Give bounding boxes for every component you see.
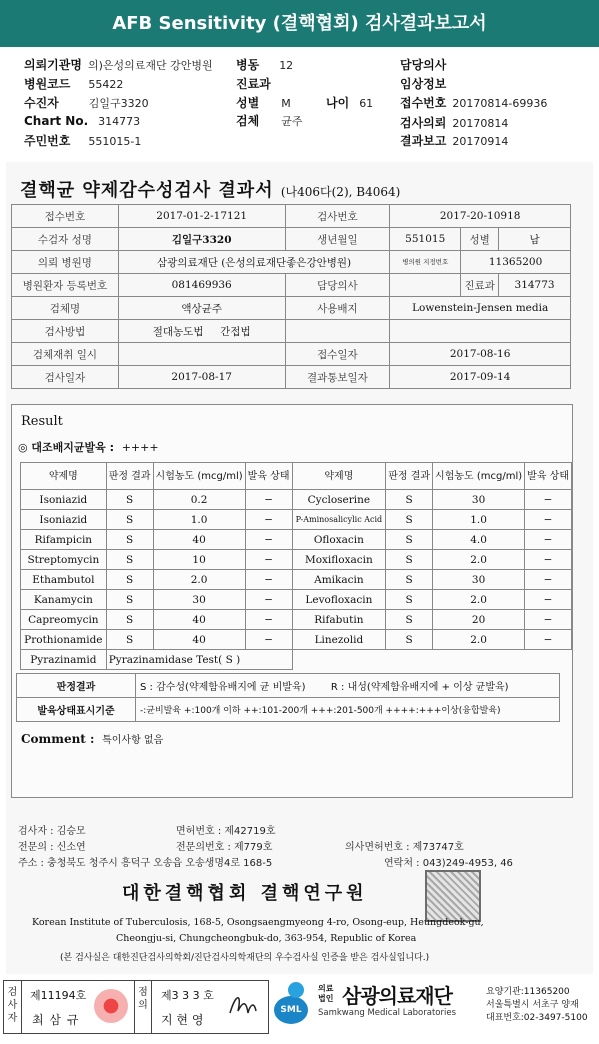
- cell-conc: 40: [153, 610, 245, 630]
- result-heading: Result: [21, 414, 63, 429]
- pza-result: Pyrazinamidase Test( S ): [106, 650, 292, 670]
- cell-drug: Capreomycin: [21, 610, 107, 630]
- cell-growth: −: [245, 630, 292, 650]
- cell-judge: S: [386, 570, 433, 590]
- logo-prefix: 의료법인: [318, 984, 334, 1003]
- examiner-name: 최 삼 규: [32, 1013, 80, 1027]
- cell-conc: 2.0: [433, 590, 525, 610]
- cell-judge: S: [106, 630, 153, 650]
- cell-conc: 0.2: [153, 490, 245, 510]
- specimen-row: 검체 균주: [236, 114, 303, 128]
- report-header: AFB Sensitivity (결핵협회) 검사결과보고서: [0, 0, 599, 47]
- age-row: 나이 61: [326, 96, 374, 110]
- cell-judge: S: [106, 550, 153, 570]
- request-row: 검사의뢰 20170814: [400, 116, 509, 130]
- institution-row: 의뢰기관명 의)은성의료재단 강안병원: [24, 58, 213, 72]
- cell-judge: S: [386, 610, 433, 630]
- cell-drug: P-Aminosalicylic Acid: [292, 510, 386, 530]
- cell-growth: −: [245, 550, 292, 570]
- logo-en: Samkwang Medical Laboratories: [318, 1008, 457, 1018]
- cell-judge: S: [386, 630, 433, 650]
- pza-drug: Pyrazinamid: [21, 650, 107, 670]
- cell-conc: 4.0: [433, 530, 525, 550]
- logo-name: 삼광의료재단: [342, 984, 452, 1008]
- cell-conc: 2.0: [433, 630, 525, 650]
- cell-conc: 1.0: [433, 510, 525, 530]
- signature-box: [3, 980, 269, 1034]
- org-address-en-2: Cheongju-si, Chungcheongbuk-do, 363-954, Republic of Korea: [116, 933, 417, 944]
- cell-conc: 2.0: [153, 570, 245, 590]
- cell-judge: S: [386, 530, 433, 550]
- table-row: [21, 550, 572, 570]
- cell-judge: S: [386, 590, 433, 610]
- cell-growth: −: [525, 610, 572, 630]
- org-code: 요양기관:11365200: [486, 987, 570, 997]
- receipt-row: 접수번호 20170814-69936: [400, 96, 548, 110]
- susceptibility-table: 약제명 판정 결과 시험농도 (mcg/ml) 발육 상태 약제명 판정 결과 시험농도 (mcg/ml) 발육 상태 Isoniazid S 0.2 − Cycloserine S 30 − Isoniazid S 1.0 − P-Aminosalicylic Acid S 1.0 − Rifampicin S 40 − Ofloxacin S 4.0 − Streptomycin S 10 − Moxifloxacin S 2.0 − Ethambutol S 2.0 − Amikacin S 30 − Kanamycin S 30 − Levofloxacin S 2.0 − Capreomycin S 40 − Rifabutin S 20 − Prothionamide S 40 − Linezolid S 2.0 − Pyrazinamid Pyrazinamidase Test( S ): [20, 462, 572, 670]
- comment: Comment : 특이사항 없음: [21, 732, 164, 746]
- confirm-name: 지 현 영: [161, 1013, 204, 1027]
- hospital-code-row: 병원코드 55422: [24, 77, 124, 91]
- sml-logo: SML: [272, 982, 312, 1028]
- cell-growth: −: [525, 590, 572, 610]
- cell-judge: S: [386, 510, 433, 530]
- cell-conc: 10: [153, 550, 245, 570]
- cell-growth: −: [525, 550, 572, 570]
- cell-drug: Ofloxacin: [292, 530, 386, 550]
- cell-growth: −: [245, 610, 292, 630]
- cell-conc: 30: [153, 590, 245, 610]
- cell-judge: S: [386, 550, 433, 570]
- request-info-table: 접수번호 2017-01-2-17121 검사번호 2017-20-10918 수검자 성명 김일구3320 생년월일 551015 성별 남 의뢰 병원명 삼광의료재단 (은성의료재단좋은강안병원) 병의원 지정번호 11365200 병원환자 등록번호 081469936 담당의사 진료과 314773 검체명 액상균주 사용배지 Lowenstein-Jensen media 검사방법 절대농도법 간접법 검체재취 일시 접수일자 2017-08-16 검사일자 2017-08-17 결과통보일자 2017-09-14: [11, 204, 571, 389]
- sex-row: 성별 M: [236, 96, 291, 110]
- certification-note: (본 검사실은 대한진단검사의학회/진단검사의학재단의 우수검사실 인증을 받은 검사실입니다.): [60, 953, 430, 963]
- patient-row: 수진자 김일구3320: [24, 96, 149, 110]
- cell-judge: S: [106, 490, 153, 510]
- confirm-no: 제3 3 3 호: [161, 989, 214, 1002]
- cell-growth: −: [245, 530, 292, 550]
- cell-conc: 20: [433, 610, 525, 630]
- cell-judge: S: [106, 530, 153, 550]
- cell-conc: 40: [153, 530, 245, 550]
- cell-drug: Isoniazid: [21, 510, 107, 530]
- cell-conc: 30: [433, 570, 525, 590]
- cell-judge: S: [106, 590, 153, 610]
- org-name: 대한결핵협회 결핵연구원: [122, 883, 368, 904]
- cell-growth: −: [525, 630, 572, 650]
- cell-growth: −: [525, 510, 572, 530]
- chart-row: Chart No. 314773: [24, 114, 141, 128]
- cell-conc: 1.0: [153, 510, 245, 530]
- org-address-en-1: Korean Institute of Tuberculosis, 168-5, Osongsaengmyeong 4-ro, Osong-eup, Heungdeok-gu,: [32, 917, 484, 928]
- cell-growth: −: [525, 490, 572, 510]
- seal-stamp: [425, 870, 481, 922]
- cell-conc: 40: [153, 630, 245, 650]
- cell-drug: Kanamycin: [21, 590, 107, 610]
- cell-drug: Isoniazid: [21, 490, 107, 510]
- handwritten-signature: [226, 991, 260, 1021]
- ward-row: 병동 12: [236, 58, 294, 72]
- cell-drug: Linezolid: [292, 630, 386, 650]
- cell-drug: Ethambutol: [21, 570, 107, 590]
- examiner-seal: [94, 989, 128, 1023]
- org-phone: 대표번호:02-3497-5100: [486, 1013, 588, 1023]
- org-address: 서울특별시 서초구 양재: [486, 1000, 579, 1010]
- cell-growth: −: [245, 510, 292, 530]
- table-row: [21, 630, 572, 650]
- confirm-tag: 점의: [134, 981, 152, 1033]
- cell-growth: −: [245, 490, 292, 510]
- cell-drug: Amikacin: [292, 570, 386, 590]
- table-row: [21, 530, 572, 550]
- table-row: [21, 510, 572, 530]
- cell-growth: −: [245, 590, 292, 610]
- doctor-row: 담당의사: [400, 58, 447, 72]
- report-footer: [0, 978, 599, 1044]
- report-row: 결과보고 20170914: [400, 134, 509, 148]
- table-row: [21, 490, 572, 510]
- table-row: [21, 570, 572, 590]
- criteria-table: 판정결과 S : 감수성(약제함유배지에 균 비발육) R : 내성(약제함유배지에 + 이상 균발육) 발육상태표시기준 -:균비발육 +:100개 이하 ++:101-200개 +++:201-500개 ++++:+++이상(융합발육): [16, 673, 560, 722]
- cell-conc: 2.0: [433, 550, 525, 570]
- cell-judge: S: [106, 610, 153, 630]
- cell-growth: −: [525, 530, 572, 550]
- table-row: [21, 590, 572, 610]
- examiner-tag: 검사자: [4, 981, 22, 1033]
- table-row: [21, 610, 572, 630]
- cell-drug: Prothionamide: [21, 630, 107, 650]
- cell-judge: S: [106, 570, 153, 590]
- document-title: 결핵균 약제감수성검사 결과서 (나406다(2), B4064): [20, 180, 401, 201]
- result-section: [11, 404, 573, 798]
- cell-drug: Levofloxacin: [292, 590, 386, 610]
- cell-conc: 30: [433, 490, 525, 510]
- resident-row: 주민번호 551015-1: [24, 134, 142, 148]
- cell-drug: Cycloserine: [292, 490, 386, 510]
- dept-row: 진료과: [236, 77, 271, 91]
- cell-judge: S: [106, 510, 153, 530]
- control-growth: ◎ 대조배지균발육 : ++++: [18, 441, 159, 454]
- cell-drug: Rifabutin: [292, 610, 386, 630]
- clinical-row: 임상정보: [400, 77, 447, 91]
- cell-drug: Rifampicin: [21, 530, 107, 550]
- cell-growth: −: [525, 570, 572, 590]
- cell-drug: Streptomycin: [21, 550, 107, 570]
- examiner-no: 제11194호: [30, 989, 87, 1002]
- cell-judge: S: [386, 490, 433, 510]
- cell-drug: Moxifloxacin: [292, 550, 386, 570]
- cell-growth: −: [245, 570, 292, 590]
